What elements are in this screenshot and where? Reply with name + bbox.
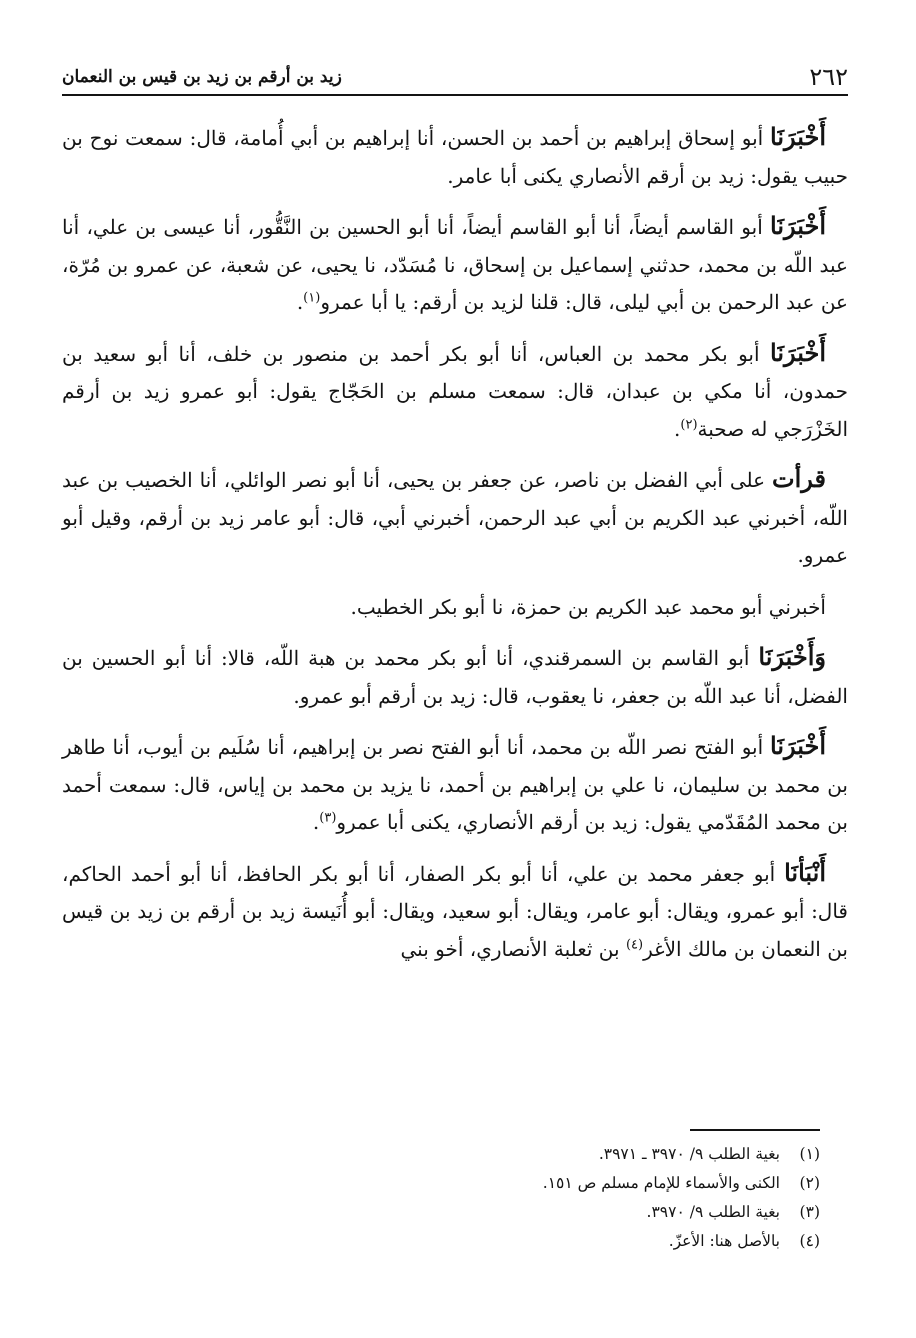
footnote-number: (٤) [799,1232,820,1250]
narration-tail: . [296,290,304,314]
footnote [62,1227,820,1256]
footnote [62,1198,820,1227]
narration-text: أخبرني أبو محمد عبد الكريم بن حمزة، نا أبو بكر الخطيب. [350,594,826,619]
footnotes [62,1140,820,1256]
narration-text: أبو القاسم أيضاً، أنا أبو القاسم أيضاً، أنا أبو الحسين بن النَّقُّور، أنا عيسى بن علي، أنا عبد اللّه بن محمد، حدثني إسماعيل بن إسحاق، نا مُسَدّد، نا يحيى، عن شعبة، عن عمرو بن مُرّة، عن عبد الرحمن بن أبي ليلى، قال: قلنا لزيد بن أرقم: يا أبا عمرو [62,215,848,314]
narration-text: أبو الفتح نصر اللّه بن محمد، أنا أبو الفتح نصر بن إبراهيم، أنا سُلَيم بن أيوب، أنا طاهر بن محمد بن سليمان، نا علي بن إبراهيم بن أحمد، نا يزيد بن محمد بن إياس، قال: سمعت أحمد بن محمد المُقَدّمي يقول: زيد بن أرقم الأنصاري، يكنى أبا عمرو [62,735,848,834]
narration-paragraph [62,460,848,575]
page-number: ٢٦٢ [809,63,848,91]
footnote-text: بغية الطلب ٩/ ٣٩٧٠ ـ ٣٩٧١. [598,1145,780,1163]
footnote-ref: (٤) [625,936,644,952]
narration-paragraph [62,587,848,627]
narration-tail: . [312,810,320,834]
narration-lead-word: وَأَخْبَرَنَا [758,642,826,671]
narration-paragraph [62,118,848,195]
narration-paragraph [62,207,848,322]
narration-text: أبو القاسم بن السمرقندي، أنا أبو بكر محمد بن هبة اللّه، قالا: أنا أبو الحسين بن الفضل، أنا عبد اللّه بن جعفر، نا يعقوب، قال: زيد بن أرقم أبو عمرو. [62,646,848,708]
footnote-text: بغية الطلب ٩/ ٣٩٧٠. [646,1203,780,1221]
narration-tail: . [674,416,681,441]
footnote-text: بالأصل هنا: الأعزّ. [668,1232,780,1250]
narration-paragraph [62,638,848,715]
narration-paragraph [62,854,848,969]
page-header [62,58,848,96]
narration-text: أبو إسحاق إبراهيم بن أحمد بن الحسن، أنا إبراهيم بن أبي أُمامة، قال: سمعت نوح بن حبيب يقول: زيد بن أرقم الأنصاري يكنى أبا عامر. [62,126,848,188]
footnote-divider [690,1129,820,1131]
narration-lead-word: أَخْبَرَنَا [770,337,826,367]
narration-lead-word: أَخْبَرَنَا [770,731,826,760]
narration-text: أبو جعفر محمد بن علي، أنا أبو بكر الصفار، أنا أبو بكر الحافظ، أنا أبو أحمد الحاكم، قال: أبو عمرو، ويقال: أبو عامر، ويقال: أبو سعيد، ويقال: أبو أُنَيسة زيد بن أرقم بن زيد بن قيس بن النعمان بن مالك الأغر [62,861,848,961]
footnote-number: (١) [799,1145,820,1163]
narration-paragraph [62,334,848,449]
footnote-ref: (٢) [680,416,698,432]
narration-lead-word: أَخْبَرَنَا [770,122,826,151]
footnote [62,1169,820,1198]
narration-text: على أبي الفضل بن ناصر، عن جعفر بن يحيى، أنا أبو نصر الوائلي، أنا الخصيب بن عبد اللّه، أخبرني عبد الكريم بن أبي عبد الرحمن، أخبرني أبي، قال: أبو عامر زيد بن أرقم، وقيل أبو عمرو. [62,468,848,567]
main-text [62,118,848,980]
footnote-number: (٣) [799,1203,820,1221]
footnote-ref: (١) [303,290,321,306]
footnote-text: الكنى والأسماء للإمام مسلم ص ١٥١. [542,1174,780,1192]
running-title: زيد بن أرقم بن زيد بن قيس بن النعمان [62,67,342,87]
footnote-ref: (٣) [319,810,337,826]
narration-tail: بن ثعلبة الأنصاري، أخو بني [400,936,626,961]
footnote-number: (٢) [799,1174,820,1192]
footnote [62,1140,820,1169]
narration-lead-word: أَخْبَرَنَا [770,211,826,240]
narration-paragraph [62,727,848,842]
narration-lead-word: أَنْبَأنَا [784,857,826,887]
narration-lead-word: قرأت [772,464,827,493]
narration-text: أبو بكر محمد بن العباس، أنا أبو بكر أحمد بن منصور بن خلف، أنا أبو سعيد بن حمدون، أنا مكي بن عبدان، قال: سمعت مسلم بن الحَجّاج يقول: أبو عمرو زيد بن أرقم الخَزْرَجي له صحبة [62,341,848,441]
